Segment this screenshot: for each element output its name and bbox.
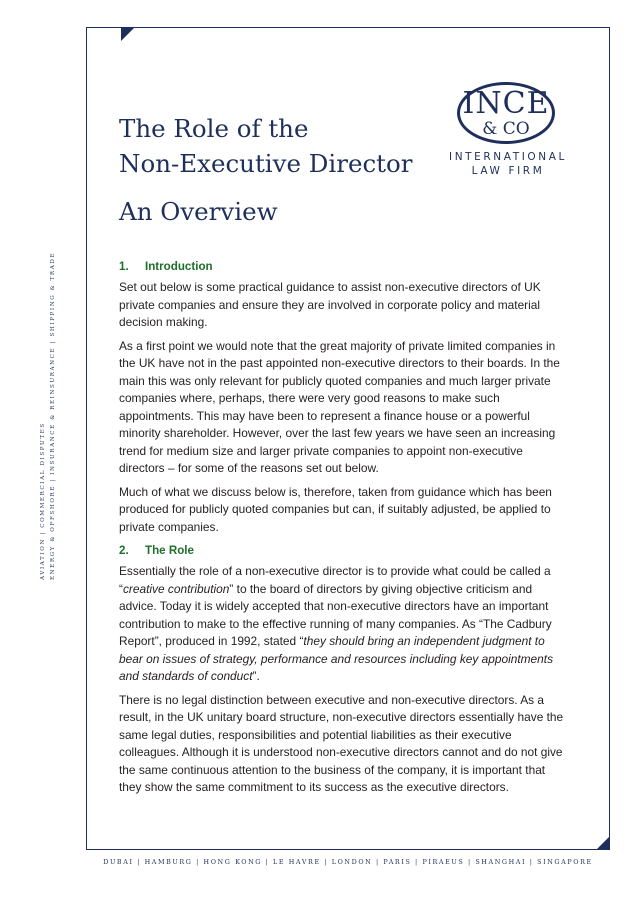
logo-name: INCE — [462, 86, 550, 121]
paragraph: There is no legal distinction between executive and non-executive directors. As a result, in the UK unitary board structure, non-executive directors essentially have the same legal duties, responsibilities and potential liabilities as their executive colleagues. Although it is understood non-executive directors cannot and do not give the same continuous attention to the business of the company, it is important that they show the same commitment to its success as the executive directors. — [119, 692, 564, 794]
section-heading-introduction — [119, 258, 565, 276]
corner-mark-top — [121, 27, 135, 41]
ince-logo — [442, 82, 572, 182]
office-locations-footer: DUBAI | HAMBURG | HONG KONG | LE HAVRE | LONDON | PARIS | PIRAEUS | SHANGHAI | SINGAPORE — [103, 858, 593, 866]
section-title: The Role — [145, 544, 194, 557]
text-run: ” to the board of directors by giving objective criticism and advice. Today it is widely accepted that non-executive directors have an important contribution to make to the effective running of many companies. As “The Cadbury Report”, produced in 1992, stated “ — [119, 581, 552, 648]
section-number: 2. — [119, 544, 129, 557]
sidebar-line-2: ENERGY & OFFSHORE | INSURANCE & REINSURANCE | SHIPPING & TRADE — [50, 251, 56, 580]
document-title — [119, 111, 439, 181]
document-subtitle: An Overview — [119, 197, 278, 226]
text-run: Essentially the role of a non-executive director is to provide what could be called a “ — [119, 564, 551, 596]
section-title: Introduction — [145, 260, 213, 273]
emphasis-quote: they should bring an independent judgment to bear on issues of strategy, performance and resources including key appointments and standards of conduct — [119, 634, 554, 683]
paragraph: As a first point we would note that the great majority of private limited companies in the UK have not in the past appointed non-executive directors to their boards. In the main this was only relevant for publicly quoted companies and much larger private companies where, perhaps, there were very good reasons to make such appointments. This may have been to represent a finance house or a powerful minority shareholder. However, over the last few years we have seen an increasing trend for medium size and larger private companies to appoint non-executive directors – for some of the reasons set out below. — [119, 338, 560, 475]
section-number: 1. — [119, 260, 129, 273]
logo-line-2: LAW FIRM — [471, 165, 545, 177]
paragraph: Set out below is some practical guidance to assist non-executive directors of UK private companies and ensure they are involved in corporate policy and material decision making. — [119, 280, 541, 329]
practice-areas-sidebar — [38, 251, 72, 580]
text-run: ”. — [252, 669, 260, 683]
section-heading-role — [119, 542, 565, 560]
logo-suffix: & CO — [482, 119, 530, 139]
body-content — [119, 258, 565, 803]
corner-mark-bottom — [596, 836, 610, 850]
title-line-1: The Role of the — [119, 114, 309, 143]
paragraph: Much of what we discuss below is, therefore, taken from guidance which has been produced for publicly quoted companies but can, if suitably adjusted, be applied to private companies. — [119, 484, 552, 534]
logo-line-1: INTERNATIONAL — [449, 151, 567, 163]
sidebar-line-1: AVIATION | COMMERCIAL DISPUTES — [40, 422, 46, 580]
emphasis-text: creative contribution — [122, 581, 230, 596]
paragraph — [119, 563, 565, 686]
title-line-2: Non-Executive Director — [119, 149, 413, 178]
